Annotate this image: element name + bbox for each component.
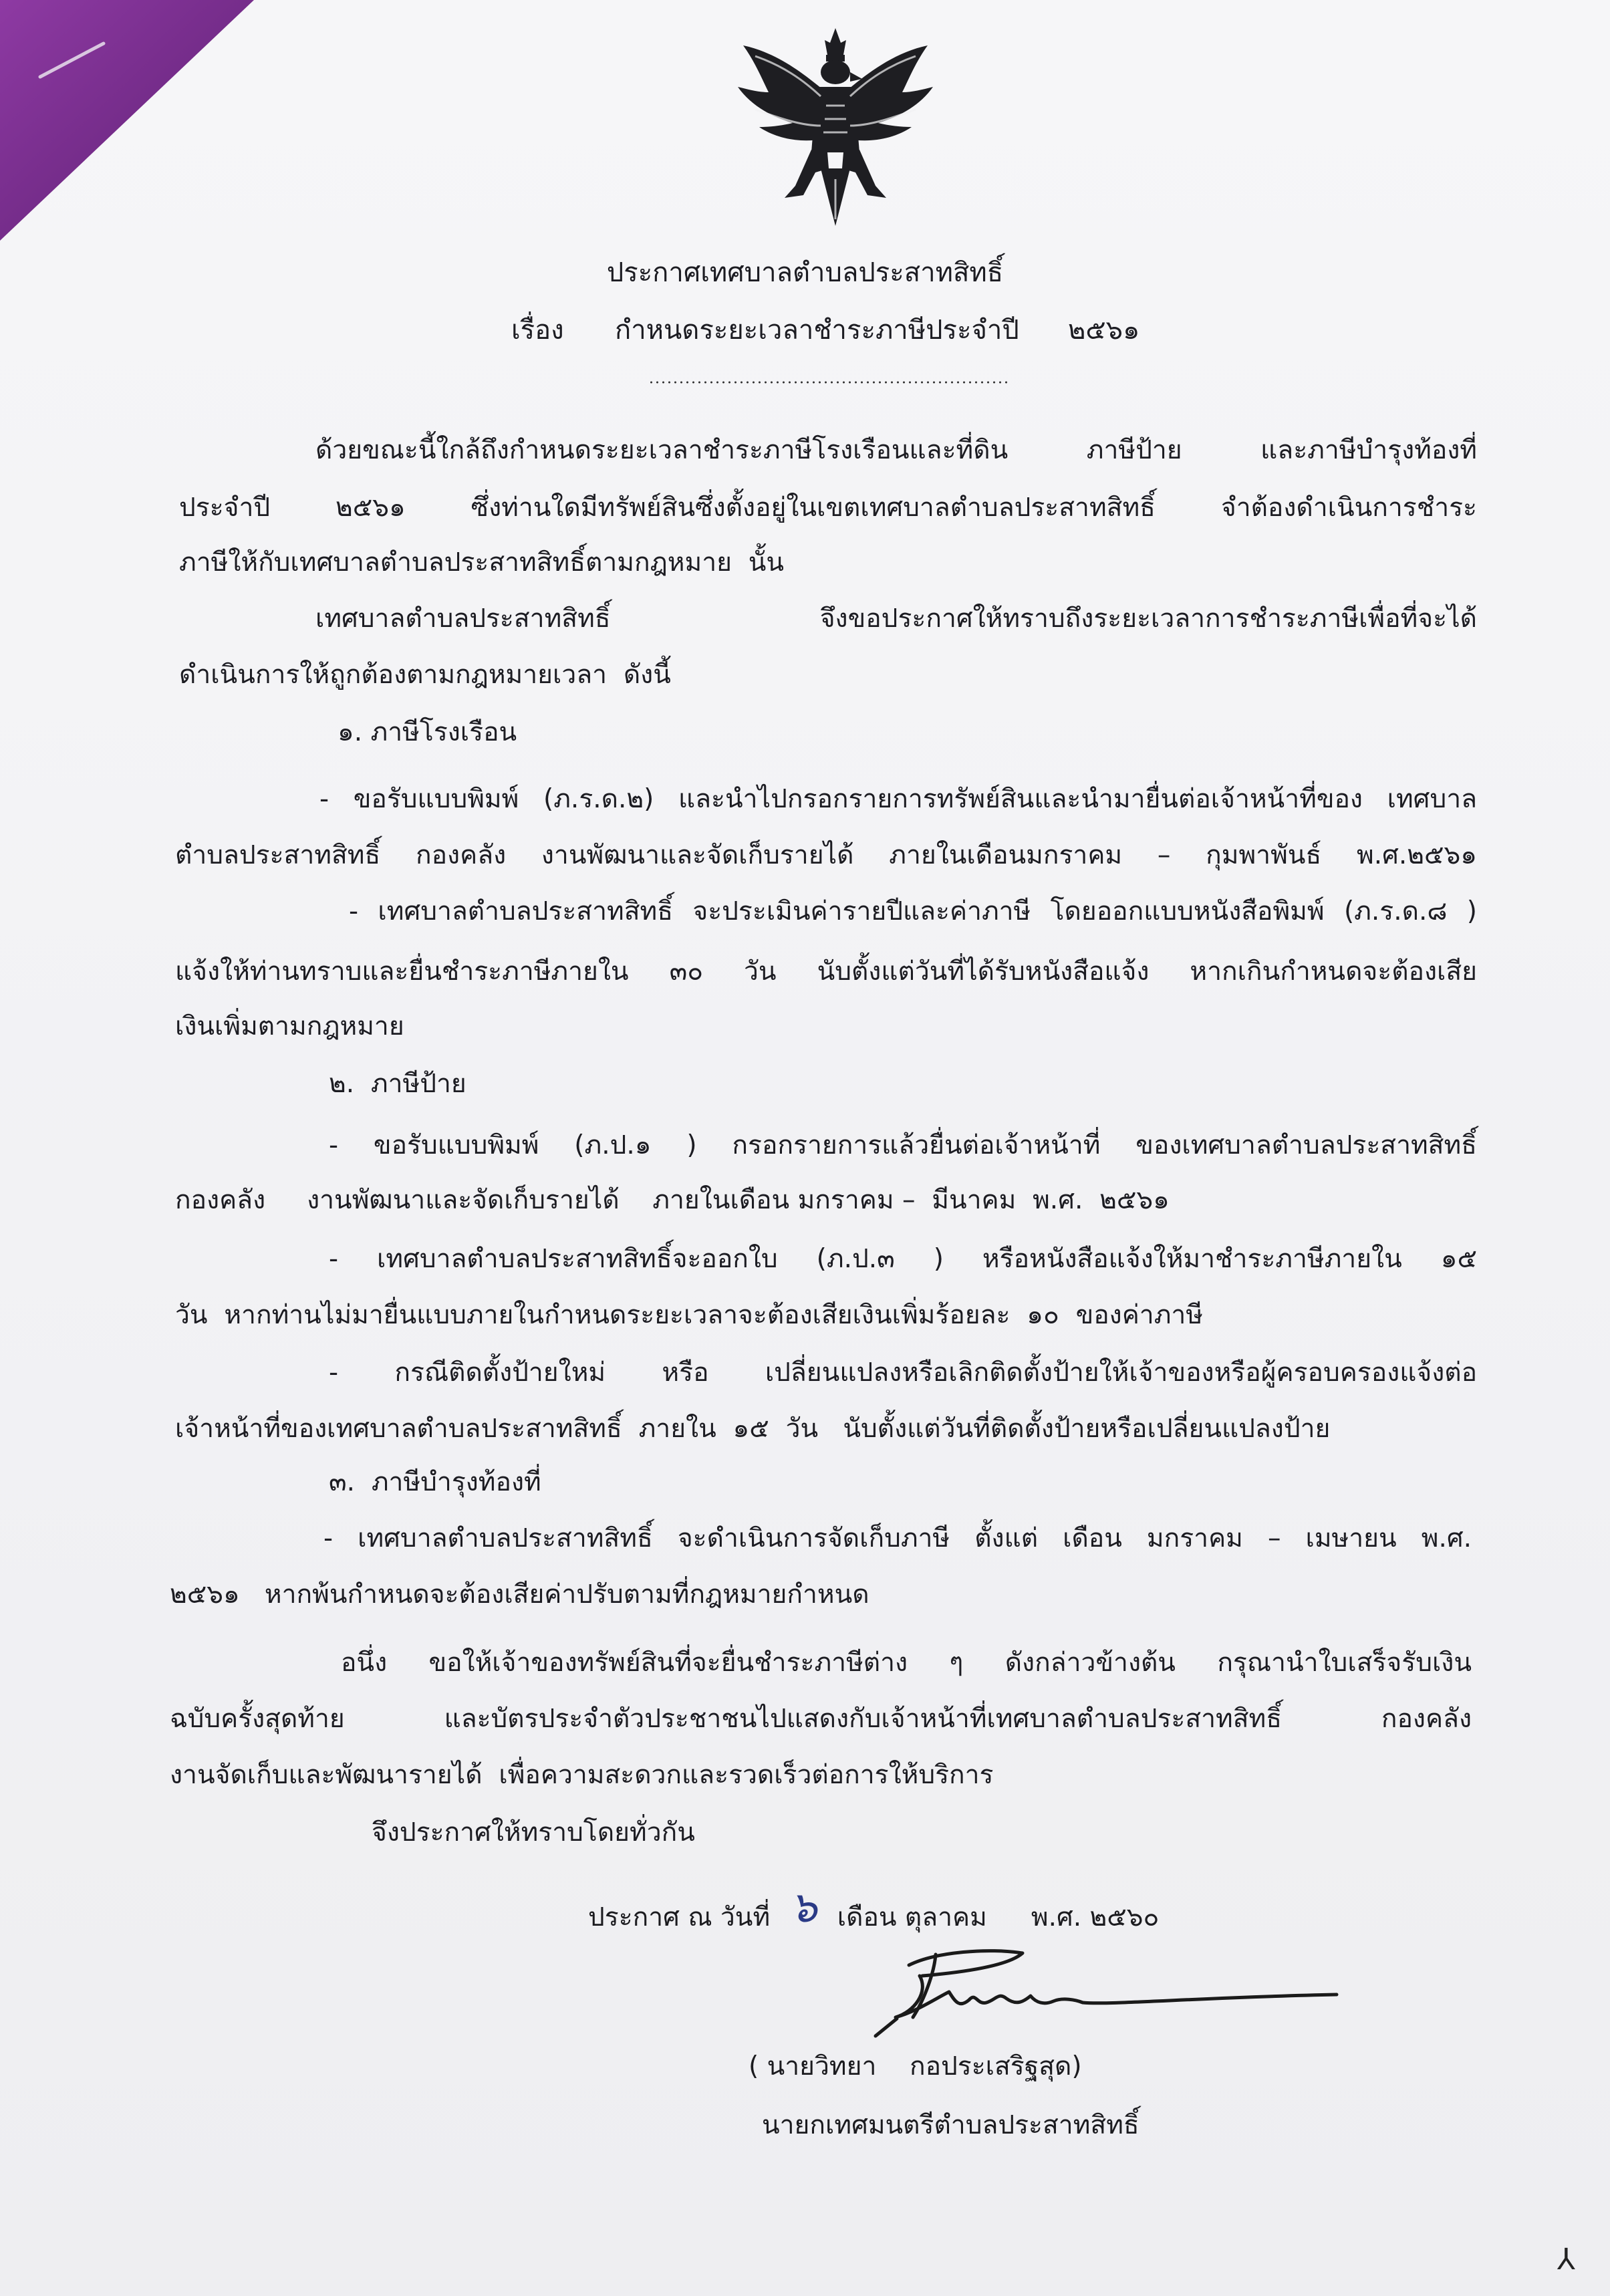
- section-2-heading: ๒. ภาษีป้าย: [329, 1069, 466, 1099]
- section-2-line-2: กองคลัง งานพัฒนาและจัดเก็บรายได้ ภายในเดือน มกราคม – มีนาคม พ.ศ. ๒๕๖๑: [175, 1185, 1170, 1215]
- announcement-title: ประกาศเทศบาลตำบลประสาทสิทธิ์: [606, 257, 1004, 288]
- date-year: พ.ศ. ๒๕๖๐: [1031, 1902, 1160, 1932]
- date-prefix: ประกาศ ณ วันที่: [588, 1902, 771, 1932]
- signer-position: นายกเทศมนตรีตำบลประสาทสิทธิ์: [762, 2110, 1139, 2140]
- intro-line-1: ด้วยขณะนี้ใกล้ถึงกำหนดระยะเวลาชำระภาษีโรงเรือนและที่ดิน ภาษีป้าย และภาษีบำรุงท้องที่: [315, 435, 1477, 465]
- announcement-date: [588, 1877, 1159, 1945]
- section-2-line-3: - เทศบาลตำบลประสาทสิทธิ์จะออกใบ (ภ.ป.๓ ) หรือหนังสือแจ้งให้มาชำระภาษีภายใน ๑๕: [329, 1244, 1477, 1274]
- closing-line-2: ฉบับครั้งสุดท้าย และบัตรประจำตัวประชาชนไปแสดงกับเจ้าหน้าที่เทศบาลตำบลประสาทสิทธิ์ กองคลัง: [170, 1704, 1472, 1734]
- section-1-line-1: - ขอรับแบบพิมพ์ (ภ.ร.ด.๒) และนำไปกรอกรายการทรัพย์สินและนำมายื่นต่อเจ้าหน้าที่ของ เทศบาล: [319, 784, 1477, 814]
- section-3-line-2: ๒๕๖๑ หากพ้นกำหนดจะต้องเสียค่าปรับตามที่กฎหมายกำหนด: [170, 1579, 869, 1610]
- section-2-line-6: เจ้าหน้าที่ของเทศบาลตำบลประสาทสิทธิ์ ภายใน ๑๕ วัน นับตั้งแต่วันที่ติดตั้งป้ายหรือเปลี่ยนแปลงป้าย: [175, 1414, 1331, 1444]
- section-2-line-1: - ขอรับแบบพิมพ์ (ภ.ป.๑ ) กรอกรายการแล้วยื่นต่อเจ้าหน้าที่ ของเทศบาลตำบลประสาทสิทธิ์: [329, 1130, 1477, 1160]
- section-3-line-1: - เทศบาลตำบลประสาทสิทธิ์ จะดำเนินการจัดเก็บภาษี ตั้งแต่ เดือน มกราคม – เมษายน พ.ศ.: [323, 1523, 1472, 1553]
- corner-tab: [0, 0, 261, 247]
- date-day-handwritten: ๖: [790, 1883, 817, 1932]
- section-1-line-5: เงินเพิ่มตามกฎหมาย: [175, 1011, 404, 1041]
- intro-line-2: ประจำปี ๒๕๖๑ ซึ่งท่านใดมีทรัพย์สินซึ่งตั้งอยู่ในเขตเทศบาลตำบลประสาทสิทธิ์ จำต้องดำเนินการชำระ: [179, 493, 1477, 523]
- subject-year: ๒๕๖๑: [1068, 315, 1140, 346]
- section-2-line-4: วัน หากท่านไม่มายื่นแบบภายในกำหนดระยะเวลาจะต้องเสียเงินเพิ่มร้อยละ ๑๐ ของค่าภาษี: [175, 1300, 1204, 1330]
- closing-line-3: งานจัดเก็บและพัฒนารายได้ เพื่อความสะดวกและรวดเร็วต่อการให้บริการ: [170, 1760, 994, 1790]
- section-1-line-2: ตำบลประสาทสิทธิ์ กองคลัง งานพัฒนาและจัดเก็บรายได้ ภายในเดือนมกราคม – กุมพาพันธ์ พ.ศ.๒๕๖๑: [175, 840, 1477, 870]
- section-2-line-5: - กรณีติดตั้งป้ายใหม่ หรือ เปลี่ยนแปลงหรือเลิกติดตั้งป้ายให้เจ้าของหรือผู้ครอบครองแจ้งต่อ: [329, 1358, 1477, 1388]
- handwritten-signature-icon: [855, 1938, 1363, 2045]
- intro-line-3: ภาษีให้กับเทศบาลตำบลประสาทสิทธิ์ตามกฎหมาย นั้น: [179, 547, 785, 578]
- section-1-line-3: - เทศบาลตำบลประสาทสิทธิ์ จะประเมินค่ารายปีและค่าภาษี โดยออกแบบหนังสือพิมพ์ (ภ.ร.ด.๘ ): [349, 896, 1477, 926]
- intro-line-5: ดำเนินการให้ถูกต้องตามกฎหมายเวลา ดังนี้: [179, 660, 671, 690]
- section-1-line-4: แจ้งให้ท่านทราบและยื่นชำระภาษีภายใน ๓๐ วัน นับตั้งแต่วันที่ได้รับหนังสือแจ้ง หากเกินกำหนดจะต้องเสีย: [175, 956, 1477, 987]
- section-3-heading: ๓. ภาษีบำรุงท้องที่: [329, 1467, 541, 1497]
- title-divider: [648, 381, 1009, 384]
- subject-label: เรื่อง: [511, 315, 564, 346]
- scan-mark-icon: ⅄: [1557, 2243, 1575, 2277]
- subject-text: กำหนดระยะเวลาชำระภาษีประจำปี: [615, 315, 1019, 346]
- signer-name: ( นายวิทยา กอประเสริฐสุด): [749, 2051, 1082, 2081]
- closing-line-1: อนึ่ง ขอให้เจ้าของทรัพย์สินที่จะยื่นชำระภาษีต่าง ๆ ดังกล่าวข้างต้น กรุณานำใบเสร็จรับเงิน: [341, 1648, 1472, 1678]
- date-month: เดือน ตุลาคม: [837, 1902, 987, 1932]
- garuda-emblem-icon: [728, 25, 942, 233]
- section-1-heading: ๑. ภาษีโรงเรือน: [338, 717, 517, 747]
- closing-announce: จึงประกาศให้ทราบโดยทั่วกัน: [372, 1817, 695, 1847]
- intro-line-4: เทศบาลตำบลประสาทสิทธิ์ จึงขอประกาศให้ทราบถึงระยะเวลาการชำระภาษีเพื่อที่จะได้: [315, 604, 1477, 634]
